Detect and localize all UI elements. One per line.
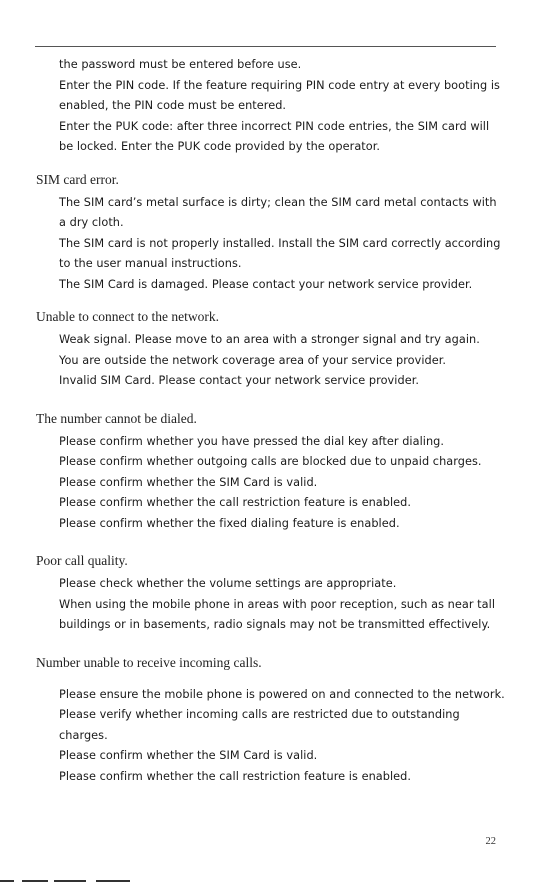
section-heading: Number unable to receive incoming calls. — [36, 654, 262, 670]
section-call-quality — [0, 551, 536, 636]
paragraph: Weak signal. Please move to an area with a stronger signal and try again. — [59, 333, 480, 346]
section-sim-card-error — [0, 170, 536, 296]
paragraph: Enter the PUK code: after three incorrect PIN code entries, the SIM card will be locked. Enter the PUK code provided by the operator. — [59, 119, 490, 153]
page-content — [0, 55, 536, 787]
paragraph: The SIM card is not properly installed. Install the SIM card correctly according to the user manual instructions. — [59, 236, 501, 270]
paragraph: the password must be entered before use. — [59, 58, 302, 71]
paragraph: Please confirm whether the call restriction feature is enabled. — [59, 769, 412, 783]
paragraph: Please verify whether incoming calls are restricted due to outstanding charges. — [59, 708, 460, 742]
paragraph: The SIM card’s metal surface is dirty; clean the SIM card metal contacts with a dry cloth. — [59, 195, 497, 229]
paragraph: Please confirm whether the fixed dialing feature is enabled. — [59, 516, 400, 530]
paragraph: Please ensure the mobile phone is powered on and connected to the network. — [59, 687, 505, 701]
paragraph: You are outside the network coverage area of your service provider. — [59, 353, 447, 367]
paragraph: Please confirm whether the SIM Card is valid. — [59, 749, 318, 762]
section-heading: The number cannot be dialed. — [36, 410, 197, 426]
paragraph: The SIM Card is damaged. Please contact your network service provider. — [59, 277, 473, 291]
section-network — [0, 307, 536, 392]
section-pin-puk — [0, 55, 536, 158]
section-heading: Unable to connect to the network. — [36, 309, 219, 324]
section-incoming-calls — [0, 653, 536, 788]
header-rule — [35, 46, 496, 47]
page-number: 22 — [485, 836, 496, 847]
section-heading: Poor call quality. — [36, 553, 128, 568]
section-cannot-dial — [0, 409, 536, 535]
paragraph: Please confirm whether the SIM Card is valid. — [59, 475, 318, 489]
paragraph: Enter the PIN code. If the feature requiring PIN code entry at every booting is enabled, the PIN code must be entered. — [59, 78, 500, 112]
paragraph: Invalid SIM Card. Please contact your network service provider. — [59, 374, 419, 387]
paragraph: Please confirm whether you have pressed the dial key after dialing. — [59, 434, 445, 448]
scan-edge-marks — [0, 879, 536, 883]
paragraph: When using the mobile phone in areas with poor reception, such as near tall buildings or in basements, radio signals may not be transmitted effectively. — [59, 597, 496, 631]
paragraph: Please confirm whether the call restriction feature is enabled. — [59, 496, 412, 509]
paragraph: Please check whether the volume settings are appropriate. — [59, 577, 397, 590]
section-heading: SIM card error. — [36, 171, 119, 187]
paragraph: Please confirm whether outgoing calls are blocked due to unpaid charges. — [59, 455, 482, 468]
